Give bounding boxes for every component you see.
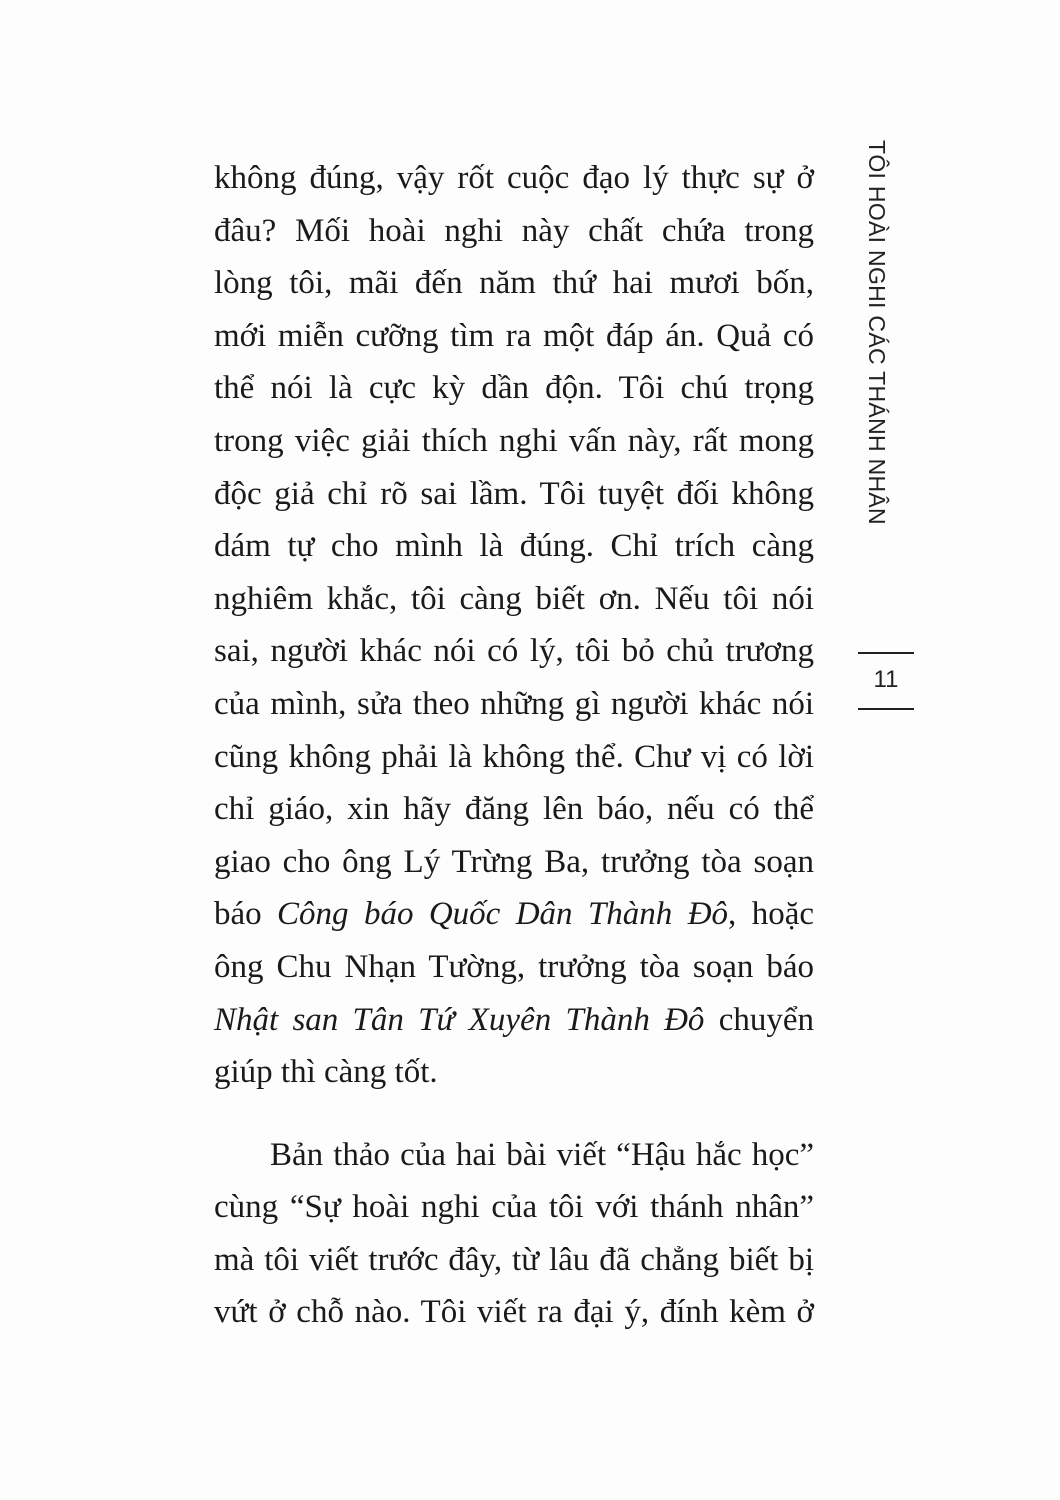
text-line: đâu? Mối hoài nghi này chất chứa trong — [214, 212, 814, 249]
text-line: cũng không phải là không thể. Chư vị có lời — [214, 738, 814, 775]
text-line: vứt ở chỗ nào. Tôi viết ra đại ý, đính kèm ở — [214, 1294, 814, 1331]
text-line: mới miễn cưỡng tìm ra một đáp án. Quả có — [214, 317, 814, 354]
text-line: trong việc giải thích nghi vấn này, rất mong — [214, 422, 814, 459]
newspaper-title: Nhật san Tân Tứ Xuyên Thành Đô — [214, 1001, 705, 1038]
text-line — [214, 888, 814, 941]
folio-rule-top — [858, 652, 914, 654]
text-run: , hoặc — [728, 896, 814, 933]
paragraph-spacer — [214, 1099, 814, 1129]
text-line — [214, 994, 814, 1047]
text-line: thể nói là cực kỳ dần độn. Tôi chú trọng — [214, 370, 814, 407]
text-line: giao cho ông Lý Trừng Ba, trưởng tòa soạn — [214, 843, 814, 880]
page-number: 11 — [873, 666, 899, 693]
paragraph-2 — [214, 1129, 814, 1339]
text-line: sai, người khác nói có lý, tôi bỏ chủ trương — [214, 633, 814, 670]
paragraph-1 — [214, 152, 814, 1099]
text-line: dám tự cho mình là đúng. Chỉ trích càng — [214, 528, 814, 565]
text-line: không đúng, vậy rốt cuộc đạo lý thực sự ở — [214, 160, 814, 196]
text-line: lòng tôi, mãi đến năm thứ hai mươi bốn, — [214, 265, 814, 302]
running-head — [858, 140, 898, 540]
body-text — [214, 152, 814, 1339]
text-run: chuyển — [704, 1001, 814, 1038]
folio-rule-bottom — [858, 708, 914, 710]
text-line: của mình, sửa theo những gì người khác nói — [214, 685, 814, 722]
text-line: nghiêm khắc, tôi càng biết ơn. Nếu tôi nói — [214, 580, 814, 617]
text-line: cùng “Sự hoài nghi của tôi với thánh nhân” — [214, 1189, 814, 1226]
text-line: giúp thì càng tốt. — [214, 1054, 438, 1091]
text-line: ông Chu Nhạn Tường, trưởng tòa soạn báo — [214, 948, 814, 985]
running-head-text: TÔI HOÀI NGHI CÁC THÁNH NHÂN — [864, 140, 890, 525]
text-line: chỉ giáo, xin hãy đăng lên báo, nếu có thể — [214, 791, 814, 828]
text-run: báo — [214, 896, 278, 933]
text-line: độc giả chỉ rõ sai lầm. Tôi tuyệt đối không — [214, 475, 814, 512]
text-line: Bản thảo của hai bài viết “Hậu hắc học” — [270, 1136, 814, 1173]
page-number-block — [858, 652, 914, 708]
text-line: mà tôi viết trước đây, từ lâu đã chẳng biết bị — [214, 1241, 814, 1278]
newspaper-title: Công báo Quốc Dân Thành Đô — [277, 896, 729, 933]
